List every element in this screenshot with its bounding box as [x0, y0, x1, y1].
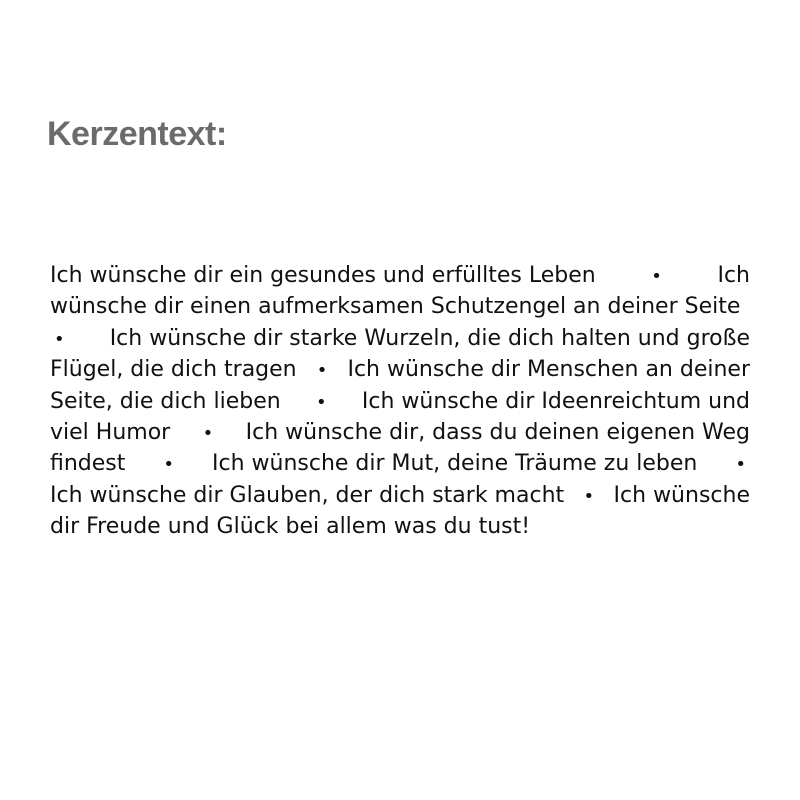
- text-segment: Ich wünsche dir starke Wurzeln, die dich halten und große: [109, 325, 750, 351]
- text-segment: Ich wünsche dir Ideenreichtum und: [361, 388, 750, 414]
- bullet-separator: •: [583, 485, 595, 507]
- candle-text-block: [50, 260, 750, 543]
- text-segment: Seite, die dich lieben: [50, 388, 281, 414]
- text-line: [50, 417, 750, 448]
- text-segment: Ich wünsche dir ein gesundes und erfülltes Leben: [50, 263, 596, 288]
- text-line: [50, 511, 750, 542]
- bullet-separator: •: [735, 454, 746, 476]
- text-line: [50, 260, 750, 291]
- text-line: [50, 386, 750, 417]
- bullet-separator: •: [202, 422, 214, 444]
- bullet-separator: •: [651, 266, 662, 287]
- text-line: [50, 291, 750, 322]
- text-segment: Flügel, die dich tragen: [50, 357, 297, 383]
- text-line: [50, 448, 750, 479]
- text-line: [50, 354, 750, 385]
- text-segment: Ich: [717, 263, 750, 288]
- bullet-separator: •: [54, 328, 65, 350]
- text-segment: Ich wünsche dir, dass du deinen eigenen Weg: [245, 419, 750, 445]
- text-segment: Ich wünsche dir Glauben, der dich stark macht: [50, 482, 565, 508]
- text-segment: dir Freude und Glück bei allem was du tust!: [50, 514, 531, 540]
- text-segment: viel Humor: [50, 419, 171, 445]
- bullet-separator: •: [163, 454, 174, 476]
- text-segment: Ich wünsche dir Mut, deine Träume zu leben: [211, 451, 698, 477]
- text-segment: Ich wünsche dir Menschen an deiner: [347, 357, 750, 383]
- text-segment: findest: [50, 451, 126, 477]
- bullet-separator: •: [315, 391, 327, 413]
- text-segment: wünsche dir einen aufmerksamen Schutzengel an deiner Seite: [50, 294, 741, 320]
- bullet-separator: •: [316, 360, 328, 382]
- text-line: [50, 480, 750, 511]
- text-segment: Ich wünsche: [613, 482, 750, 508]
- page-heading: Kerzentext:: [47, 115, 227, 153]
- text-line: [50, 323, 750, 354]
